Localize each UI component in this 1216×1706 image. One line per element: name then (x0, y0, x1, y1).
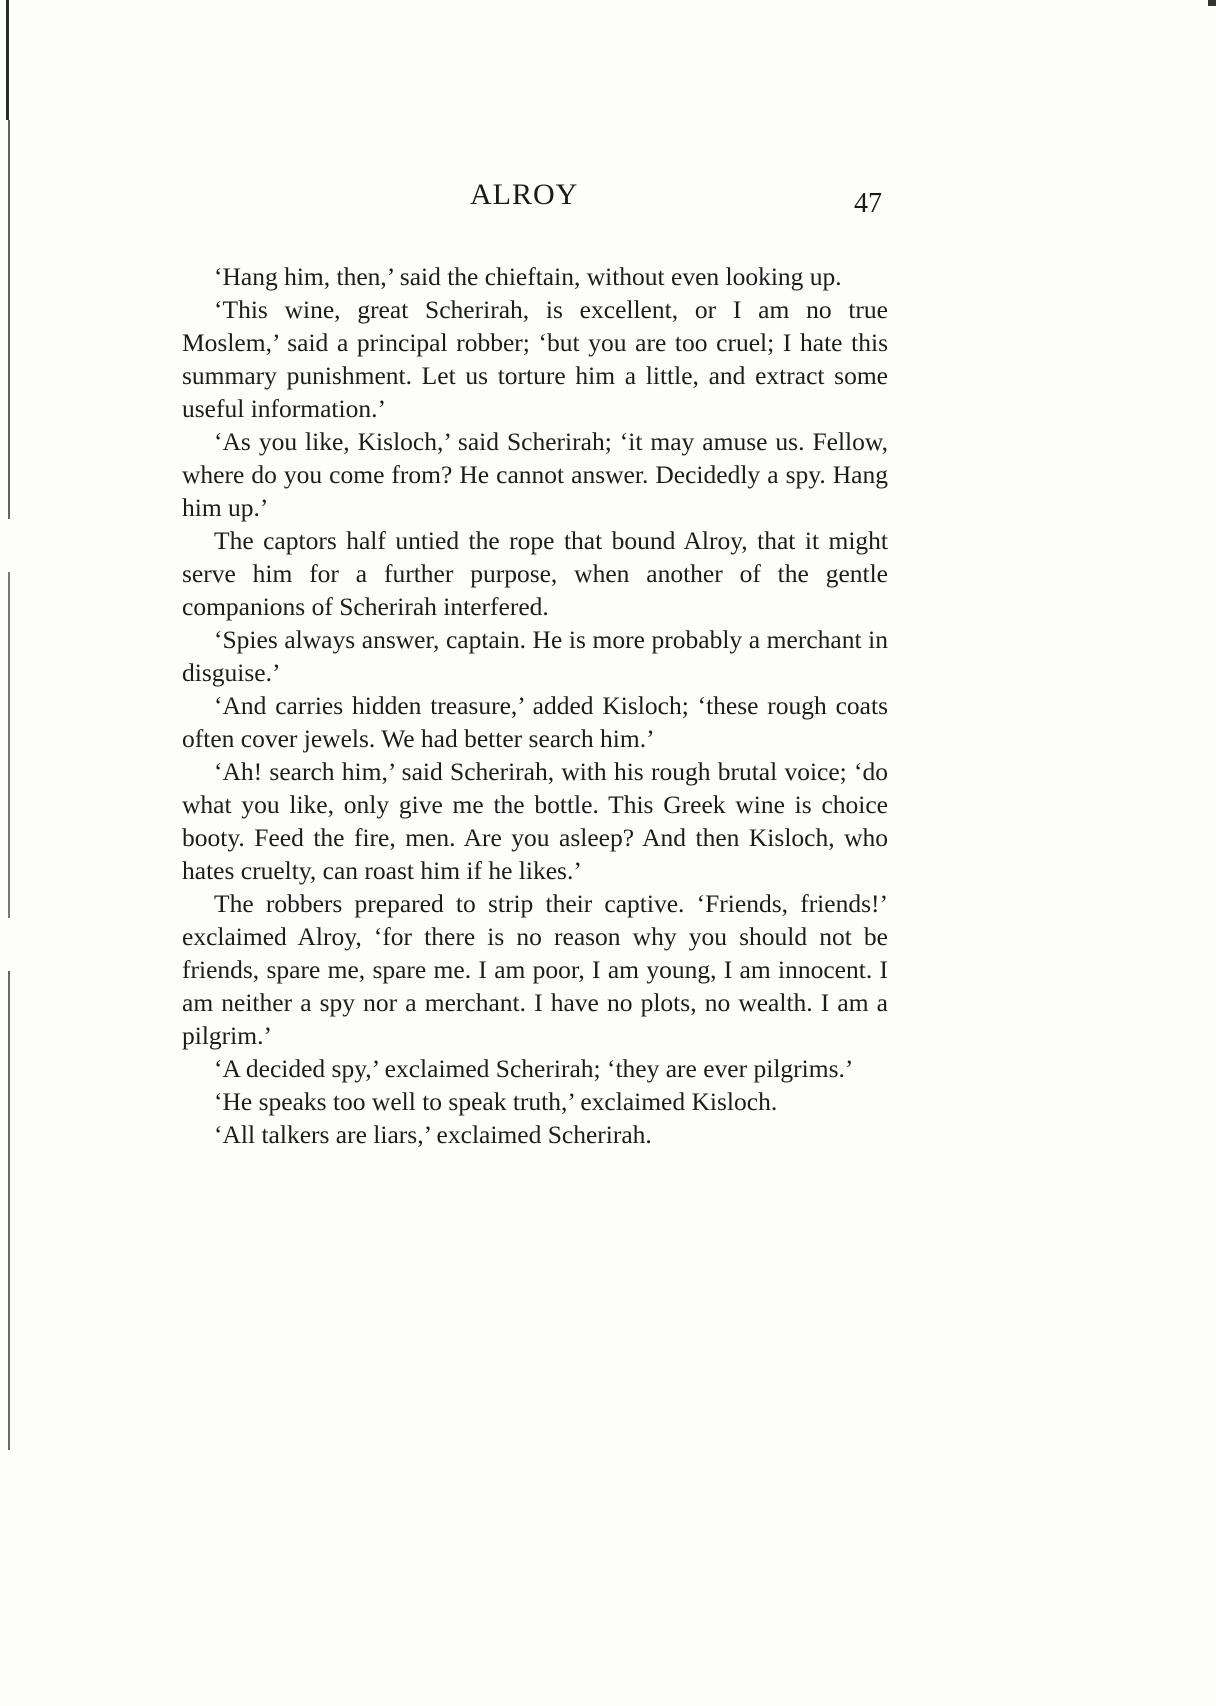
paragraph: ‘This wine, great Scherirah, is excellent, or I am no true Moslem,’ said a principal robber; ‘but you are too cruel; I hate this summary punishment. Let us torture him a little, and extract some useful information.’ (182, 295, 888, 423)
scan-corner-mark (1208, 0, 1216, 6)
paragraph: The robbers prepared to strip their captive. ‘Friends, friends!’ exclaimed Alroy, ‘for there is no reason why you should not be friends, spare me, spare me. I am poor, I am young, I am innocent. I am neither a spy nor a merchant. I have no plots, no wealth. I am a pilgrim.’ (182, 889, 888, 1050)
paragraph: ‘Ah! search him,’ said Scherirah, with his rough brutal voice; ‘do what you like, only give me the bottle. This Greek wine is choice booty. Feed the fire, men. Are you asleep? And then Kisloch, who hates cruelty, can roast him if he likes.’ (182, 757, 888, 885)
paragraph: ‘Hang him, then,’ said the chieftain, without even looking up. (214, 262, 842, 291)
page-number: 47 (854, 188, 882, 219)
body-text (182, 260, 888, 1151)
running-header (0, 176, 1216, 226)
paragraph: ‘As you like, Kisloch,’ said Scherirah; ‘it may amuse us. Fellow, where do you come from? He cannot answer. Decidedly a spy. Hang him up.’ (182, 427, 888, 522)
paragraph: ‘All talkers are liars,’ exclaimed Scherirah. (214, 1120, 652, 1149)
page-edge-shadow (6, 0, 9, 120)
page-gutter-line (8, 120, 10, 1450)
paragraph: ‘And carries hidden treasure,’ added Kisloch; ‘these rough coats often cover jewels. We had better search him.’ (182, 691, 888, 753)
paragraph: ‘Spies always answer, captain. He is more probably a merchant in disguise.’ (182, 625, 888, 687)
running-title: ALROY (470, 178, 579, 211)
paragraph: The captors half untied the rope that bound Alroy, that it might serve him for a further purpose, when another of the gentle companions of Scherirah interfered. (182, 526, 888, 621)
paragraph: ‘A decided spy,’ exclaimed Scherirah; ‘they are ever pilgrims.’ (214, 1054, 854, 1083)
paragraph: ‘He speaks too well to speak truth,’ exclaimed Kisloch. (214, 1087, 778, 1116)
